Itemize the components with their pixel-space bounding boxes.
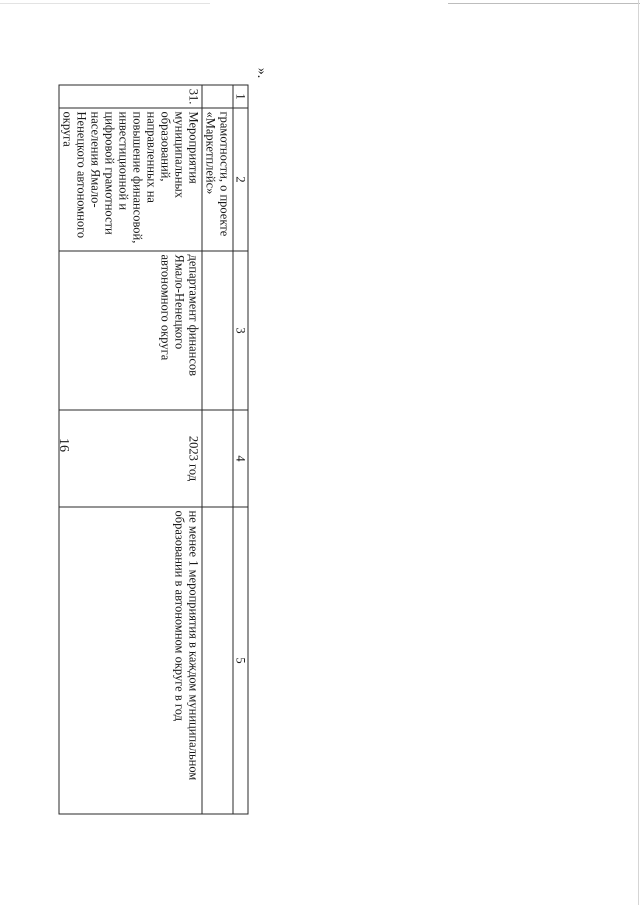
header-col-1: 1	[233, 85, 248, 108]
plan-table	[59, 85, 249, 815]
cell-term: 2023 год	[59, 410, 202, 507]
header-col-2: 2	[233, 108, 248, 251]
cell-num: 31.	[59, 85, 202, 108]
cell-term	[202, 410, 233, 507]
scan-edge	[0, 3, 210, 4]
table-header-row	[233, 85, 248, 814]
scan-edge	[448, 3, 640, 4]
table-row	[202, 85, 233, 814]
cell-event: грамотности, о проекте «Маркетплейс»	[202, 108, 233, 251]
header-col-5: 5	[233, 507, 248, 814]
cell-num	[202, 85, 233, 108]
scan-edge	[638, 0, 639, 905]
header-col-4: 4	[233, 410, 248, 507]
cell-executor: департамент финансов Ямало-Ненецкого автономного округа	[59, 251, 202, 410]
page-number: 16	[56, 438, 71, 452]
closing-quote-mark: ».	[254, 67, 269, 79]
cell-event: Мероприятия муниципальных образований, направленных на повышение финансовой, инвестиционной и цифровой грамотности населения Ямало-Ненецкого автономного округа	[59, 108, 202, 251]
cell-result	[202, 507, 233, 814]
table-row	[59, 85, 202, 814]
cell-executor	[202, 251, 233, 410]
cell-result: не менее 1 мероприятия в каждом муниципальном образовании в автономном округе в год	[59, 507, 202, 814]
header-col-3: 3	[233, 251, 248, 410]
